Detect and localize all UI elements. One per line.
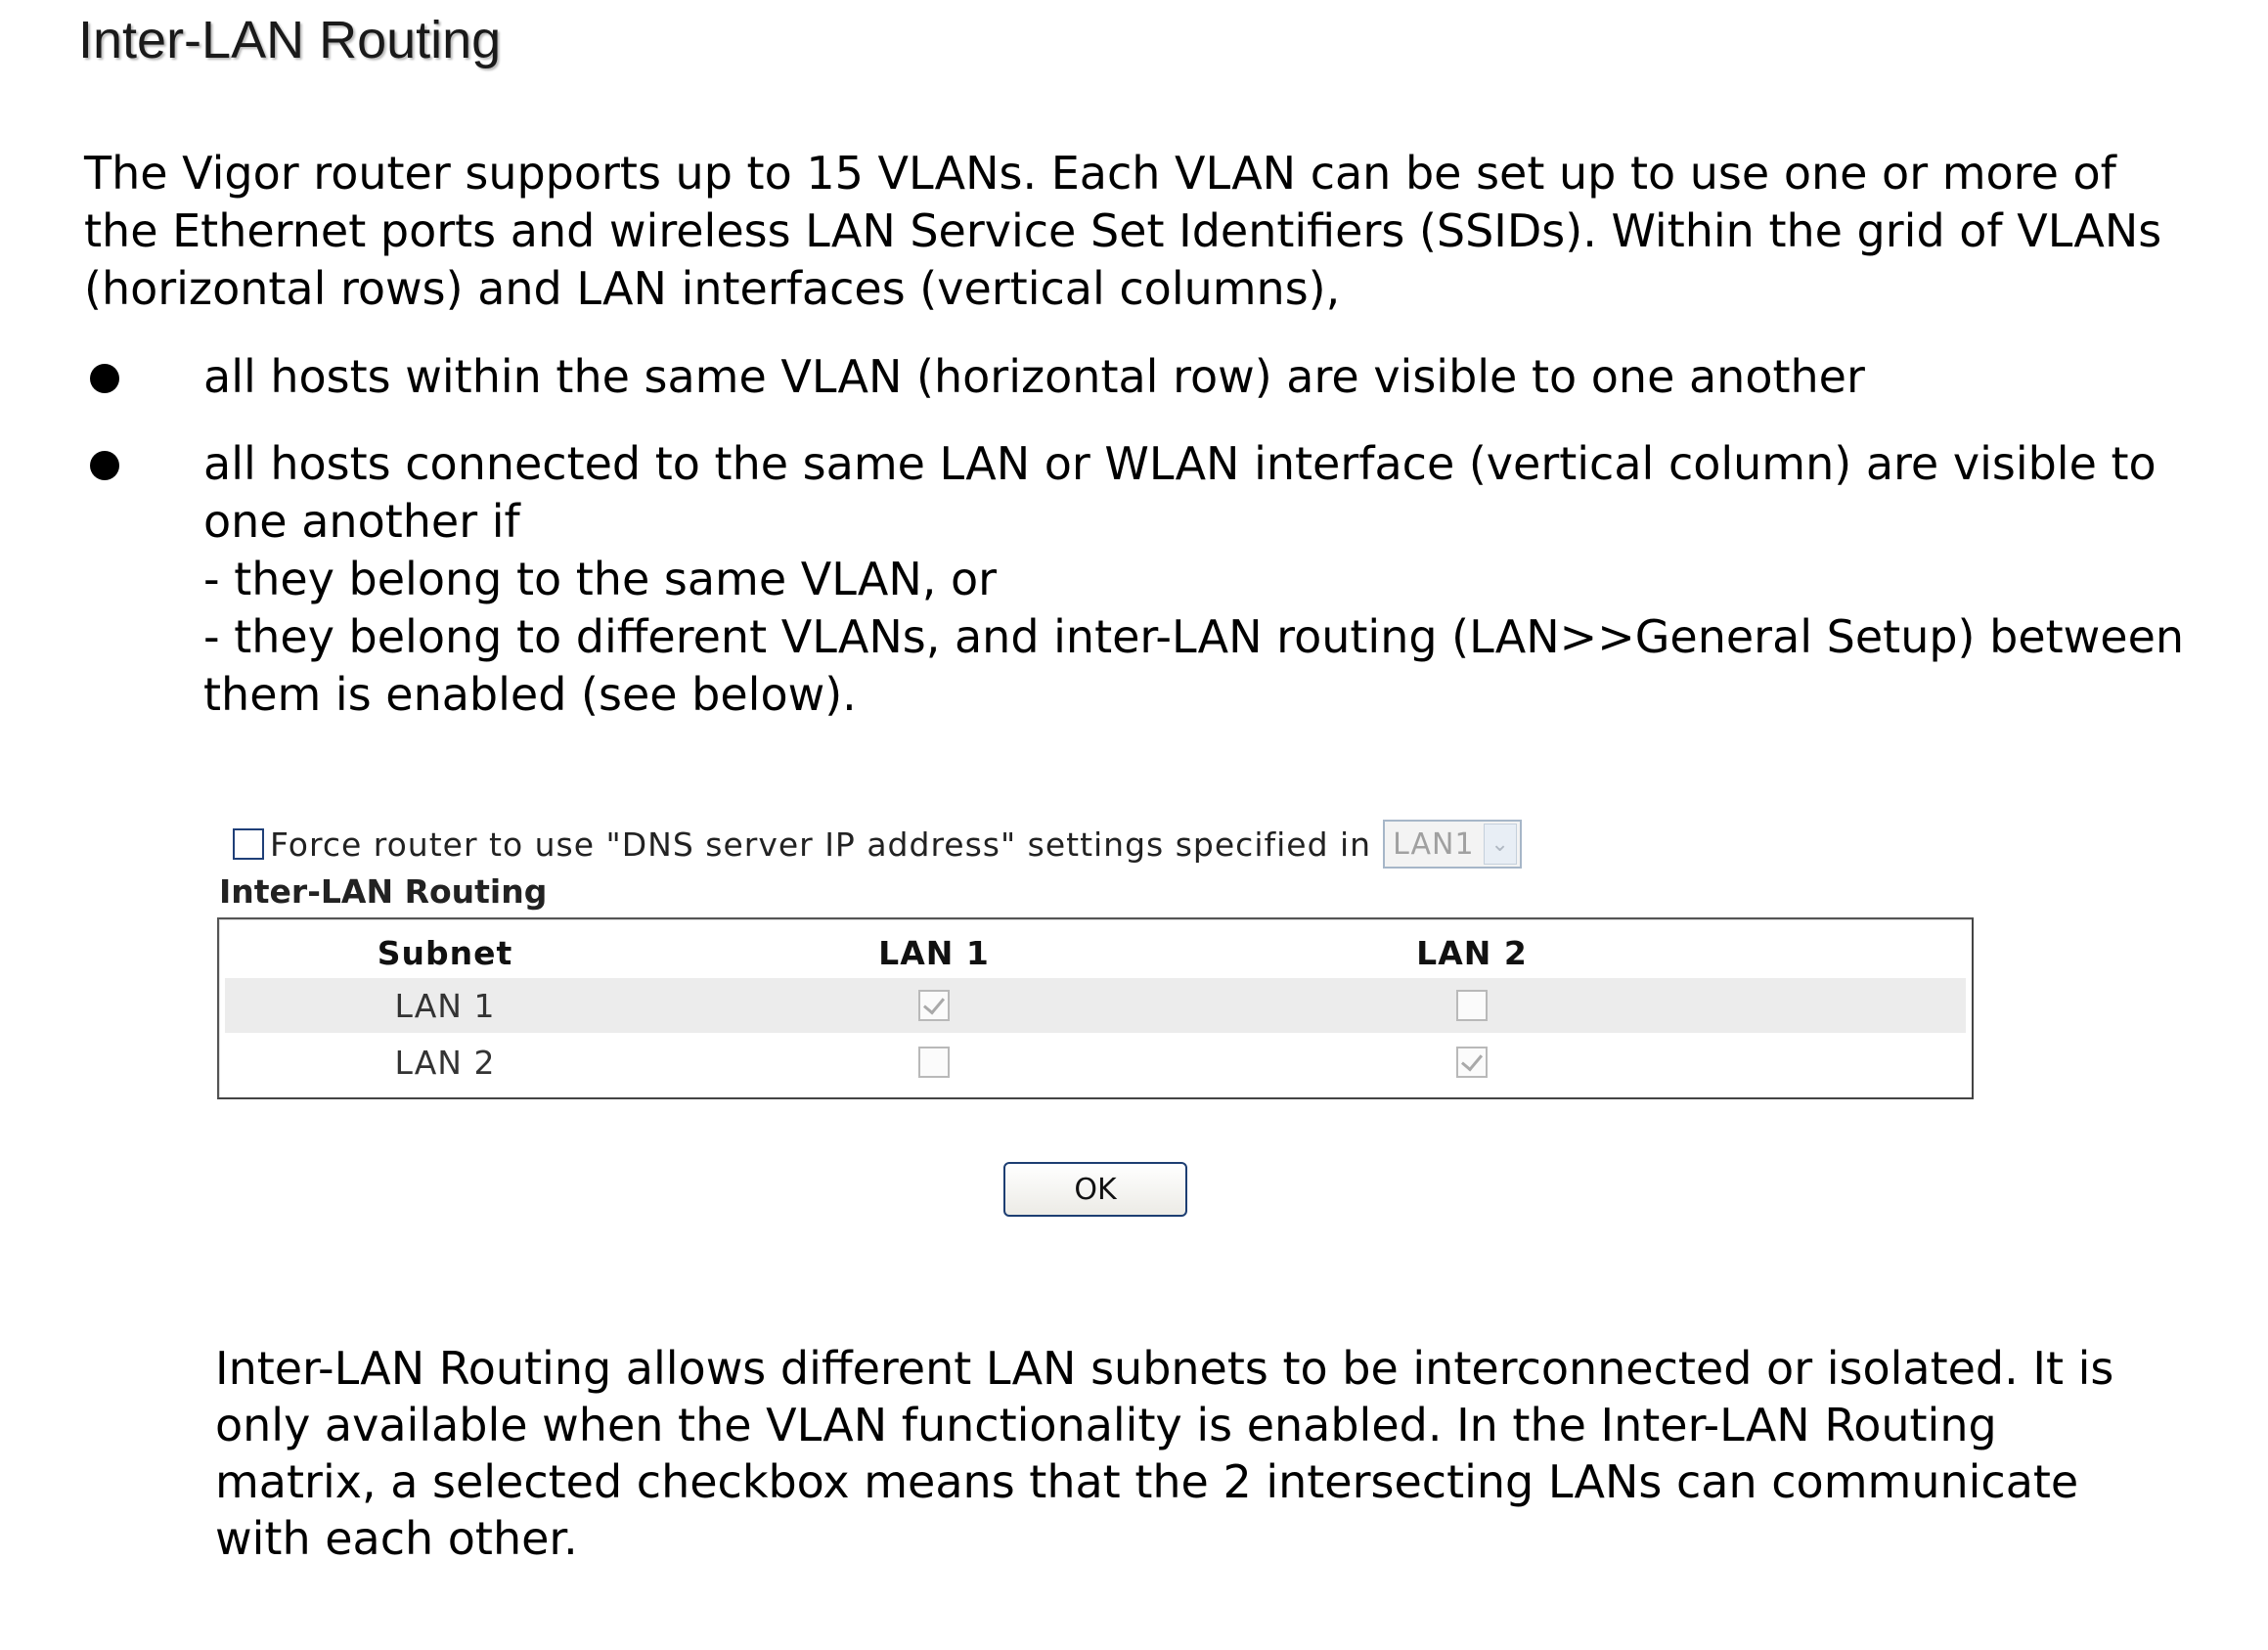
inter-lan-routing-matrix — [217, 917, 1974, 1099]
bullet-subline: - they belong to the same VLAN, or — [203, 553, 998, 605]
page-title: Inter-LAN Routing — [78, 11, 502, 69]
intro-paragraph: The Vigor router supports up to 15 VLANs. Each VLAN can be set up to use one or more of the Ethernet ports and wireless LAN Service Set Identifiers (SSIDs). Within the grid of VLANs (horizontal rows) and LAN interfaces (vertical columns), — [84, 147, 2162, 315]
row-label: LAN 1 — [394, 986, 496, 1025]
bullet-text: all hosts connected to the same LAN or WLAN interface (vertical column) are visible to one another if — [203, 437, 2157, 548]
bullet-item — [84, 435, 2187, 724]
lan1-lan1-checkbox[interactable] — [918, 990, 950, 1021]
lan2-lan1-checkbox[interactable] — [918, 1047, 950, 1078]
chevron-down-icon: ⌄ — [1484, 824, 1517, 865]
header-lan2: LAN 2 — [1416, 933, 1528, 972]
dns-lan-select[interactable] — [1383, 820, 1522, 869]
dns-force-label: Force router to use "DNS server IP address" settings specified in — [270, 825, 1372, 864]
lan1-lan2-checkbox[interactable] — [1456, 990, 1488, 1021]
bullet-subline: - they belong to different VLANs, and inter-LAN routing (LAN>>General Setup) between them is enabled (see below). — [203, 610, 2185, 721]
bullet-item — [84, 348, 2187, 406]
bullet-dot-icon — [90, 364, 119, 393]
lan2-lan2-checkbox[interactable] — [1456, 1047, 1488, 1078]
header-subnet: Subnet — [377, 933, 513, 972]
bullet-list — [84, 348, 2187, 753]
matrix-header-row — [225, 925, 1966, 980]
matrix-row-lan2 — [225, 1035, 1966, 1090]
ok-button[interactable]: OK — [1003, 1162, 1187, 1217]
bullet-text: all hosts within the same VLAN (horizontal row) are visible to one another — [203, 350, 1865, 403]
closing-paragraph: Inter-LAN Routing allows different LAN subnets to be interconnected or isolated. It is only available when the VLAN functionality is enabled. In the Inter-LAN Routing matrix, a selected checkbox means that the 2 intersecting LANs can communicate with each other. — [215, 1342, 2114, 1565]
inter-lan-routing-caption: Inter-LAN Routing — [219, 872, 548, 911]
dns-force-row — [233, 820, 1522, 869]
header-lan1: LAN 1 — [878, 933, 990, 972]
router-ui-screenshot — [215, 812, 1976, 1223]
matrix-row-lan1 — [225, 978, 1966, 1033]
bullet-dot-icon — [90, 451, 119, 480]
row-label: LAN 2 — [394, 1043, 496, 1082]
dns-force-checkbox[interactable] — [233, 828, 264, 860]
dns-lan-select-value: LAN1 — [1393, 826, 1475, 862]
